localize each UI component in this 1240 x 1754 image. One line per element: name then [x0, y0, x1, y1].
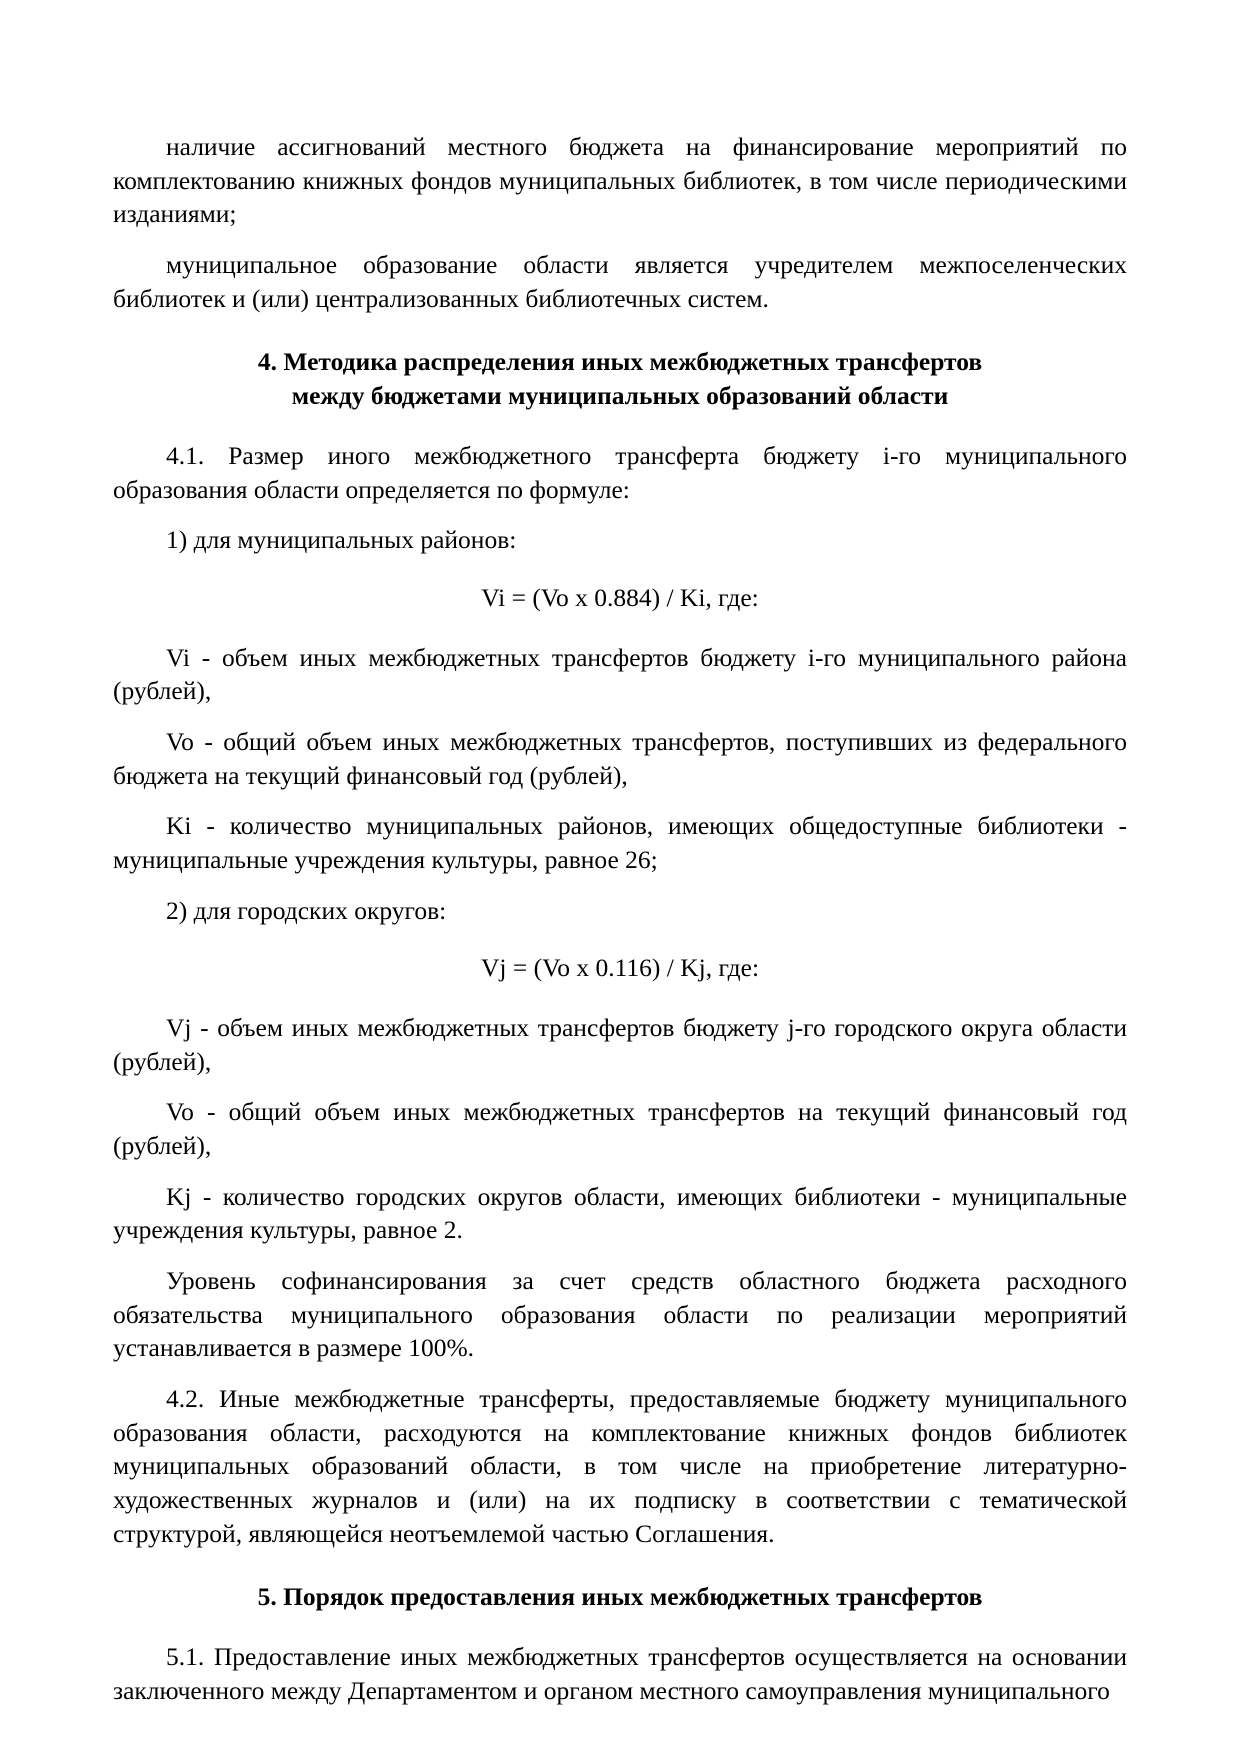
paragraph: муниципальное образование области является учредителем межпоселенческих библиотек и (или) централизованных библиотечных систем.	[113, 249, 1127, 313]
definition: Vj - объем иных межбюджетных трансфертов бюджету j-го городского округа области (рублей),	[113, 1012, 1127, 1076]
heading-line: между бюджетами муниципальных образований области	[291, 381, 949, 411]
document-body	[113, 130, 1127, 1707]
heading-line: 5. Порядок предоставления иных межбюджетных трансфертов	[257, 1582, 983, 1612]
definition: Kj - количество городских округов области, имеющих библиотеки - муниципальные учреждения культуры, равное 2.	[113, 1181, 1127, 1245]
definition: Vo - общий объем иных межбюджетных трансфертов, поступивших из федерального бюджета на текущий финансовый год (рублей),	[113, 727, 1127, 790]
list-item: 2) для городских округов:	[166, 895, 447, 925]
paragraph: Уровень софинансирования за счет средств областного бюджета расходного обязательства муниципального образования области по реализации мероприятий устанавливается в размере 100%.	[113, 1265, 1127, 1363]
definition: Vo - общий объем иных межбюджетных трансфертов на текущий финансовый год (рублей),	[113, 1097, 1127, 1160]
paragraph: 5.1. Предоставление иных межбюджетных трансфертов осуществляется на основании заключенного между Департаментом и органом местного самоуправления муниципального	[113, 1642, 1127, 1705]
paragraph: 4.2. Иные межбюджетные трансферты, предоставляемые бюджету муниципального образования области, расходуются на комплектование книжных фондов библиотек муниципальных образований области, в том числе на приобретение литературно-художественных журналов и (или) на их подписку в соответствии с тематической структурой, являющейся неотъемлемой частью Соглашения.	[113, 1383, 1127, 1548]
formula-1: Vi = (Vo x 0.884) / Ki, где:	[481, 583, 759, 613]
section-heading-4	[113, 345, 1127, 413]
formula-2: Vj = (Vo x 0.116) / Kj, где:	[480, 953, 760, 983]
heading-line: 4. Методика распределения иных межбюджетных трансфертов	[257, 347, 983, 377]
paragraph: 1) для муниципальных районов:	[166, 525, 517, 555]
paragraph: наличие ассигнований местного бюджета на финансирование мероприятий по комплектованию книжных фондов муниципальных библиотек, в том числе периодическими изданиями;	[113, 132, 1127, 229]
definition: Vi - объем иных межбюджетных трансфертов бюджету i-го муниципального района (рублей),	[113, 642, 1127, 706]
section-heading-5	[113, 1580, 1127, 1614]
definition: Ki - количество муниципальных районов, имеющих общедоступные библиотеки - муниципальные учреждения культуры, равное 26;	[113, 811, 1127, 874]
paragraph: 4.1. Размер иного межбюджетного трансферта бюджету i-го муниципального образования области определяется по формуле:	[113, 441, 1127, 504]
